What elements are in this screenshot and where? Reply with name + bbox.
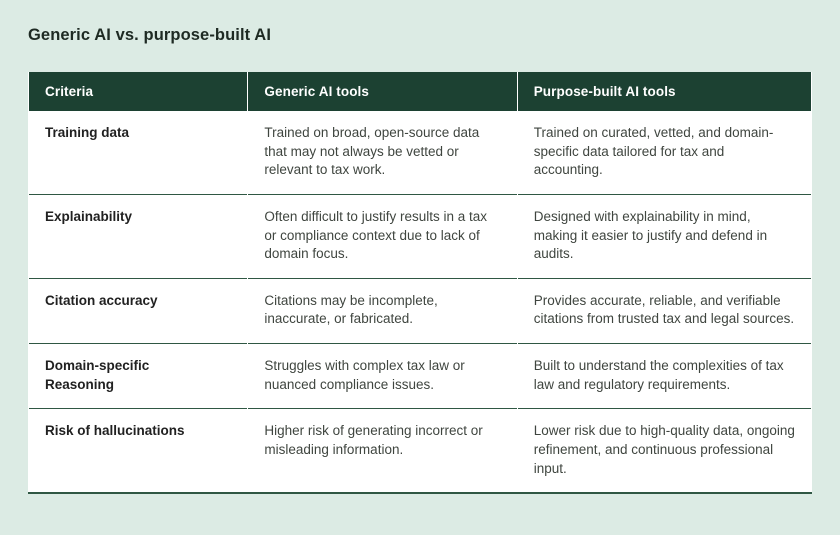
purpose-built-ai-cell: Provides accurate, reliable, and verifiable citations from trusted tax and legal sources. [518,278,811,343]
table-row [29,111,811,194]
table-header [29,72,811,111]
header-row [29,72,811,111]
generic-ai-cell: Often difficult to justify results in a tax or compliance context due to lack of domain focus. [248,194,516,278]
column-header-generic-ai: Generic AI tools [248,72,516,111]
generic-ai-cell: Citations may be incomplete, inaccurate, or fabricated. [248,278,516,343]
purpose-built-ai-cell: Trained on curated, vetted, and domain-specific data tailored for tax and accounting. [518,111,811,194]
criteria-cell [29,343,247,408]
criteria-cell [29,278,247,343]
criteria-text: Training data [45,125,130,140]
table-row [29,408,811,492]
criteria-text: Risk of hallucinations [45,423,185,439]
generic-ai-cell: Struggles with complex tax law or nuanced compliance issues. [248,343,516,408]
page-title: Generic AI vs. purpose-built AI [28,26,272,44]
column-header-criteria: Criteria [29,72,247,111]
criteria-text: Domain-specific Reasoning [45,358,150,392]
purpose-built-ai-cell: Lower risk due to high-quality data, ongoing refinement, and continuous professional input. [518,408,811,492]
table-row [29,278,811,343]
criteria-cell [29,111,247,194]
purpose-built-ai-cell: Built to understand the complexities of tax law and regulatory requirements. [518,343,811,408]
criteria-cell [29,408,247,492]
criteria-cell [29,194,247,278]
comparison-table [28,72,812,494]
criteria-text: Explainability [45,208,133,224]
column-header-purpose-built-ai: Purpose-built AI tools [518,72,811,111]
table-row [29,343,811,408]
purpose-built-ai-cell: Designed with explainability in mind, making it easier to justify and defend in audits. [518,194,811,278]
criteria-text: Citation accuracy [45,292,158,308]
table-row [29,194,811,278]
generic-ai-cell: Trained on broad, open-source data that may not always be vetted or relevant to tax work. [248,111,516,194]
generic-ai-cell: Higher risk of generating incorrect or misleading information. [248,408,516,492]
